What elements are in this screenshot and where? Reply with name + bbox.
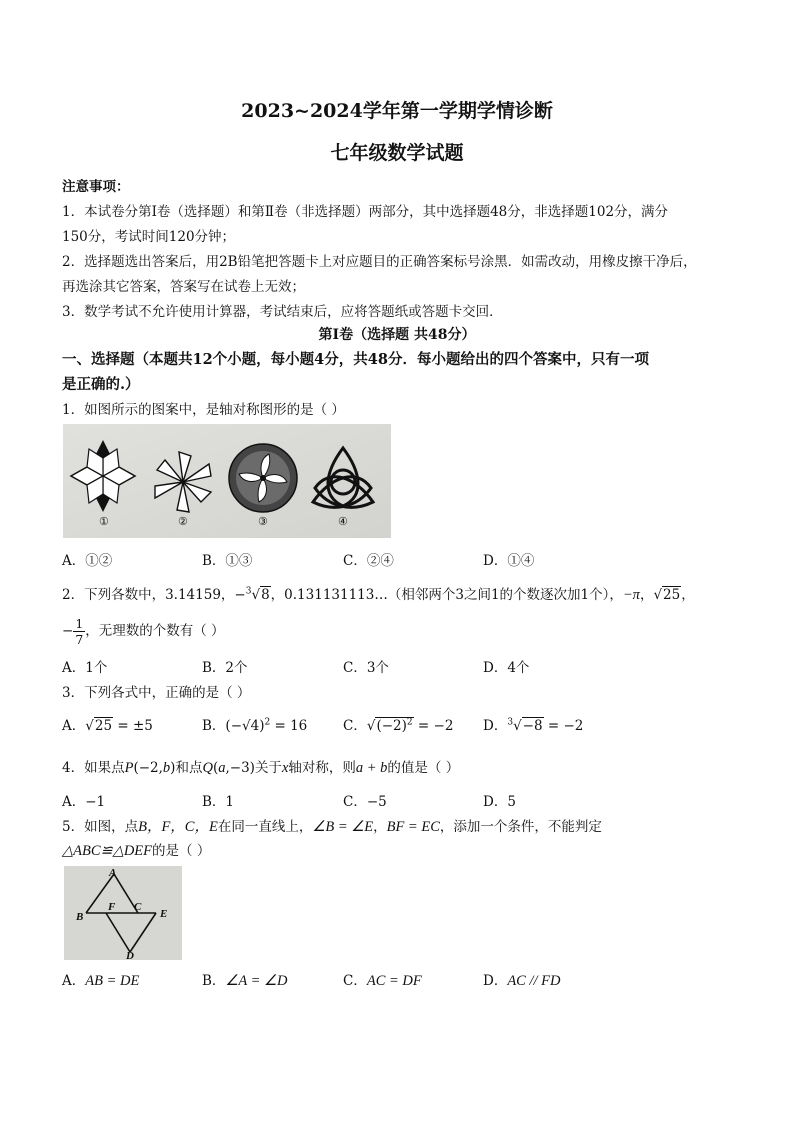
q2-sqrt-arg: 25 [663, 587, 681, 603]
q4-p-b: b [162, 760, 171, 776]
q3-a-arg: 25 [94, 718, 113, 734]
note-2a: 2．选择题选出答案后，用2B铅笔把答题卡上对应题目的正确答案标号涂黑．如需改动，用橡皮擦干净后， [62, 254, 697, 270]
q1-option-a[interactable]: A．①② [62, 553, 113, 569]
part-heading-b: 是正确的.） [62, 376, 140, 393]
q1-option-d[interactable]: D．①④ [483, 553, 535, 569]
q2-frac-den: 7 [75, 632, 84, 647]
q2-stem-line2 [62, 616, 225, 647]
q3-a-rhs: = ±5 [113, 718, 153, 734]
q4-pre: 4．如果点 [62, 760, 125, 776]
q5-fig-label-d: D [126, 950, 134, 960]
q2-comma: ， [639, 587, 654, 603]
q3-c-radicand [375, 717, 413, 734]
q3-b-rhs: = 16 [270, 718, 308, 734]
q5-d-expr: AC // FD [507, 973, 561, 989]
q2-option-c[interactable]: C．3个 [343, 660, 389, 676]
q2-cbrt-index: 3 [245, 586, 252, 597]
q5-cond2: BF = EC [386, 819, 440, 835]
q3-d-arg: −8 [522, 718, 543, 734]
q4-option-d[interactable]: D．5 [483, 794, 516, 810]
q5-line1c: ，添加一个条件，不能判定 [439, 819, 602, 835]
q4-p-close: ) [170, 760, 176, 776]
q2-neg: − [234, 587, 246, 603]
q2-cbrt-arg: 8 [261, 587, 270, 603]
q3-b-label: B． [202, 718, 226, 734]
q4-option-a[interactable]: A．−1 [62, 794, 106, 810]
q2-frac-num: 1 [75, 616, 84, 631]
q3-option-d[interactable]: D．$^3$√−8 = −2 [483, 717, 584, 734]
q5-b-label: B． [202, 973, 226, 989]
q5-line1: 5．如图，点 [62, 819, 139, 835]
note-1b: 150分，考试时间120分钟； [62, 229, 236, 245]
q3-c-arg: (−2) [376, 718, 407, 734]
q4-expr: a + b [355, 760, 388, 776]
section-title: 第Ⅰ卷（选择题 共48分） [318, 327, 476, 343]
q5-fig-label-b: B [76, 911, 84, 923]
note-3: 3．数学考试不允许使用计算器，考试结束后，应将答题纸或答题卡交回． [62, 304, 503, 320]
exam-title: 2023~2024学年第一学期学情诊断 [241, 100, 553, 122]
note-1a: 1．本试卷分第Ⅰ卷（选择题）和第Ⅱ卷（非选择题）两部分，其中选择题48分，非选择题102分，满分 [62, 204, 669, 220]
pattern-3-flower-icon [229, 444, 297, 512]
q2-option-b[interactable]: B．2个 [202, 660, 248, 676]
q3-d-index: 3 [507, 717, 514, 728]
q5-d-label: D． [483, 973, 508, 989]
q5-option-a[interactable] [62, 969, 139, 990]
q5-option-d[interactable] [483, 969, 561, 990]
q5-option-c[interactable] [343, 969, 422, 990]
q4-option-b[interactable]: B．1 [202, 794, 235, 810]
q4-x: x [281, 760, 289, 776]
q2-frac-neg: − [62, 623, 74, 639]
q5-congruence: △ABC≌△DEF [62, 843, 153, 859]
q4-stem [62, 756, 459, 777]
q4-end: 的值是（ ） [387, 760, 460, 776]
q1-option-c[interactable]: C．②④ [343, 553, 394, 569]
q2-pi: −π [622, 587, 640, 603]
q4-q-a: a [218, 760, 226, 776]
q2-suffix: ，无理数的个数有（ ） [85, 623, 225, 639]
q2-stem-line1: 2．下列各数中，3.14159，−$^3$√8，0.131131113…（相邻两个3之间1的个数逐次加1个），−π，√25， [62, 586, 695, 603]
q4-mid: 和点 [175, 760, 203, 776]
q4-point-q: Q [202, 760, 213, 776]
q3-b-exp: 2 [264, 717, 271, 728]
q4-q-open: ( [212, 760, 219, 776]
q2-option-a[interactable]: A．1个 [62, 660, 108, 676]
q3-option-b[interactable] [202, 714, 307, 734]
q4-point-p: P [124, 760, 134, 776]
q2-mid: ，0.131131113…（相邻两个3之间1的个数逐次加1个）， [270, 587, 623, 603]
pattern-1-label: ① [99, 515, 109, 528]
q5-a-expr: AB = DE [85, 973, 140, 989]
q5-c-label: C． [343, 973, 367, 989]
q4-mid3: 轴对称，则 [288, 760, 356, 776]
q3-b-expr: (−√4) [225, 718, 265, 734]
q5-b-expr: ∠A = ∠D [225, 973, 288, 989]
q3-c-label: C． [343, 718, 367, 734]
q5-fig-label-c: C [134, 901, 142, 913]
note-2b: 再选涂其它答案，答案写在试卷上无效； [62, 279, 305, 295]
q2-option-d[interactable]: D．4个 [483, 660, 530, 676]
q5-line2: 的是（ ） [152, 843, 211, 859]
q5-points: B，F，C，E [138, 819, 218, 835]
q5-a-label: A． [62, 973, 86, 989]
q5-line1b: 在同一直线上， [217, 819, 313, 835]
pattern-2-label: ② [178, 515, 188, 528]
q5-stem-line2 [62, 839, 210, 860]
q3-d-label: D． [483, 718, 508, 734]
q5-figure [64, 866, 182, 960]
q5-option-b[interactable] [202, 969, 288, 990]
q3-stem: 3．下列各式中，正确的是（ ） [62, 685, 251, 701]
q5-fig-label-a: A [109, 867, 117, 879]
q5-stem-line1 [62, 815, 602, 836]
q5-cond1: ∠B = ∠E [312, 819, 374, 835]
q3-d-rhs: = −2 [543, 718, 584, 734]
q2-fraction [73, 616, 85, 647]
pattern-3-label: ③ [258, 515, 268, 528]
exam-subtitle: 七年级数学试题 [330, 142, 464, 164]
q5-c-expr: AC = DF [366, 973, 422, 989]
part-heading-a: 一、选择题（本题共12个小题，每小题4分，共48分．每小题给出的四个答案中，只有一项 [62, 351, 649, 368]
notes-heading: 注意事项： [62, 179, 130, 195]
q3-c-exp: 2 [406, 717, 413, 728]
pattern-4-label: ④ [338, 515, 348, 528]
q3-option-c[interactable]: C．$√(-2)^2 = -2$ [343, 717, 454, 734]
q1-stem: 1．如图所示的图案中，是轴对称图形的是（ ） [62, 402, 345, 418]
q3-c-rhs: = −2 [413, 718, 454, 734]
q4-option-c[interactable]: C．−5 [343, 794, 387, 810]
q5-sep: ， [373, 819, 387, 835]
q4-p-coord: (−2, [133, 760, 163, 776]
q1-figure [63, 424, 391, 538]
q1-option-b[interactable]: B．①③ [202, 553, 253, 569]
q5-fig-label-f: F [108, 901, 116, 913]
q4-q-coord: ,−3) [225, 760, 255, 776]
q2-prefix: 2．下列各数中，3.14159， [62, 587, 235, 603]
q5-fig-label-e: E [160, 908, 168, 920]
q4-mid2: 关于 [254, 760, 282, 776]
q2-end-comma: ， [681, 587, 695, 603]
q3-option-a[interactable]: A．√25 = ±5 [62, 718, 153, 734]
q3-a-label: A． [62, 718, 86, 734]
